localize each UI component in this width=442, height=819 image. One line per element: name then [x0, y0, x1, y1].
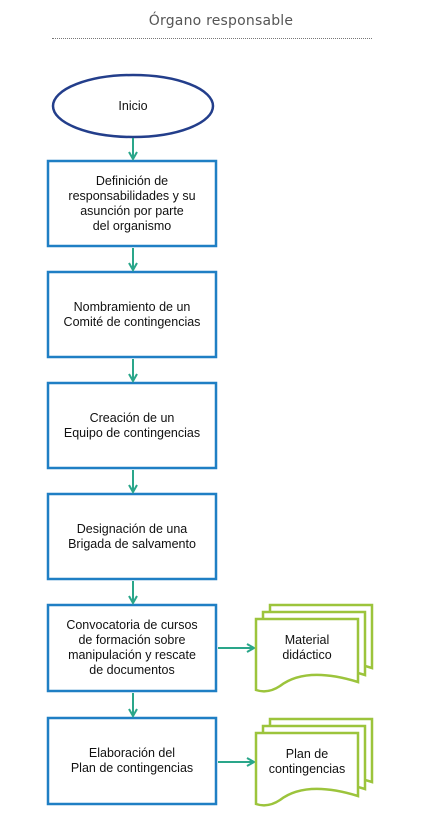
step1-label: Definición de responsabilidades y su asunción por parte del organismo: [68, 173, 196, 233]
step4-label: Designación de una Brigada de salvamento: [68, 521, 196, 551]
page-title: Órgano responsable: [148, 13, 294, 29]
step6-label: Elaboración del Plan de contingencias: [70, 746, 194, 775]
start-label: Inicio: [118, 98, 148, 113]
step5-label: Convocatoria de cursos de formación sobre manipulación y rescate de documentos: [66, 618, 198, 677]
doc2-label: Plan de contingencias: [268, 747, 346, 776]
doc1-label: Material didáctico: [282, 633, 332, 662]
step2-label: Nombramiento de un Comité de contingencias: [63, 299, 201, 329]
step3-label: Creación de un Equipo de contingencias: [63, 410, 201, 440]
